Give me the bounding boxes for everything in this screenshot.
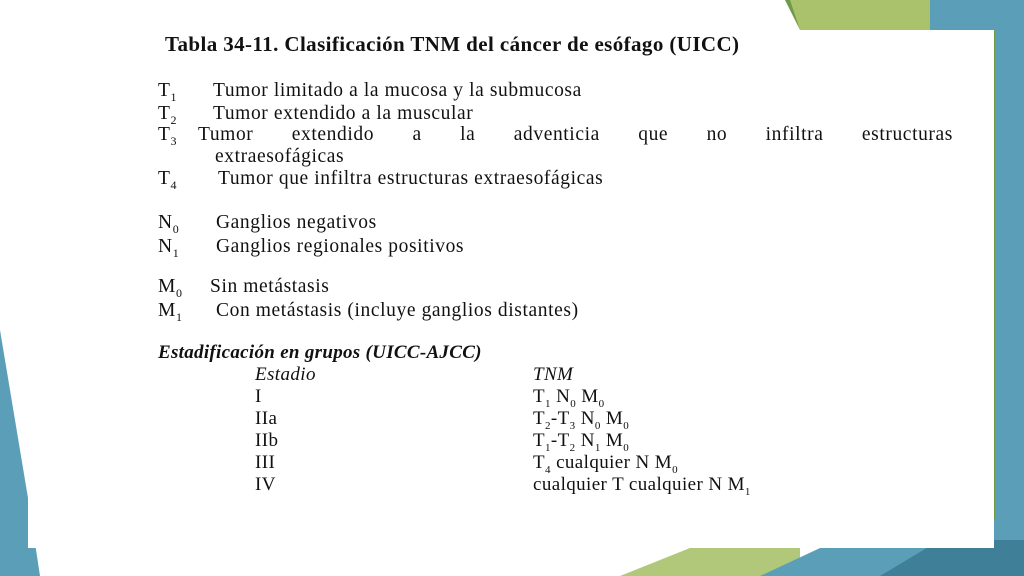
m0-code: $M_0$	[158, 276, 183, 300]
staging-stage-cell: IIb	[255, 430, 279, 451]
table-title: Tabla 34-11. Clasificación TNM del cáncer de esófago (UICC)	[165, 32, 740, 56]
staging-stage-cell: I	[255, 386, 262, 407]
m1-code: $M_1$	[158, 300, 183, 324]
t4-text: Tumor que infiltra estructuras extraesofágicas	[218, 168, 604, 189]
n0-row	[158, 212, 377, 237]
staging-tnm-cell: $T_1-T_2$ $N_1$ $M_0$	[533, 430, 630, 454]
t1-row	[158, 80, 582, 105]
t4-code: $T_4$	[158, 168, 178, 192]
m0-text: Sin metástasis	[210, 276, 330, 297]
n0-text: Ganglios negativos	[216, 212, 377, 233]
t3-word: adventicia	[513, 124, 600, 145]
t3-word: la	[460, 124, 476, 145]
t3-code: $T_3$	[158, 124, 178, 148]
t3-word: infiltra	[765, 124, 824, 145]
m0-row	[158, 276, 330, 301]
staging-title: Estadificación en grupos (UICC-AJCC)	[158, 342, 482, 363]
t2-code: $T_2$	[158, 103, 178, 127]
n1-code: $N_1$	[158, 236, 180, 260]
m1-text: Con metástasis (incluye ganglios distantes)	[216, 300, 579, 321]
staging-tnm-cell: cualquier T cualquier N $M_1$	[533, 474, 751, 498]
t3-word: estructuras	[861, 124, 953, 145]
t3-word: que	[638, 124, 669, 145]
staging-col-tnm: TNM	[533, 364, 574, 385]
n1-text: Ganglios regionales positivos	[216, 236, 465, 257]
staging-stage-cell: III	[255, 452, 276, 473]
t3-word: extendido	[291, 124, 375, 145]
staging-col-stage: Estadio	[255, 364, 316, 385]
n1-row	[158, 236, 465, 261]
staging-stage-cell: IV	[255, 474, 276, 495]
t1-text: Tumor limitado a la mucosa y la submucosa	[213, 80, 582, 101]
t2-text: Tumor extendido a la muscular	[213, 103, 474, 124]
t4-row	[158, 168, 604, 193]
t3-text	[198, 124, 953, 146]
t3-word: Tumor	[198, 124, 254, 145]
staging-tnm-cell: $T_4$ cualquier N $M_0$	[533, 452, 678, 476]
t1-code: $T_1$	[158, 80, 178, 104]
m1-row	[158, 300, 579, 325]
n0-code: $N_0$	[158, 212, 180, 236]
t3-row	[158, 124, 953, 149]
t3-word: no	[706, 124, 728, 145]
staging-tnm-cell: $T_2-T_3$ $N_0$ $M_0$	[533, 408, 630, 432]
staging-stage-cell: IIa	[255, 408, 278, 429]
staging-tnm-cell: $T_1$ $N_0$ $M_0$	[533, 386, 605, 410]
t3-continuation: extraesofágicas	[215, 146, 345, 167]
t3-word: a	[412, 124, 422, 145]
